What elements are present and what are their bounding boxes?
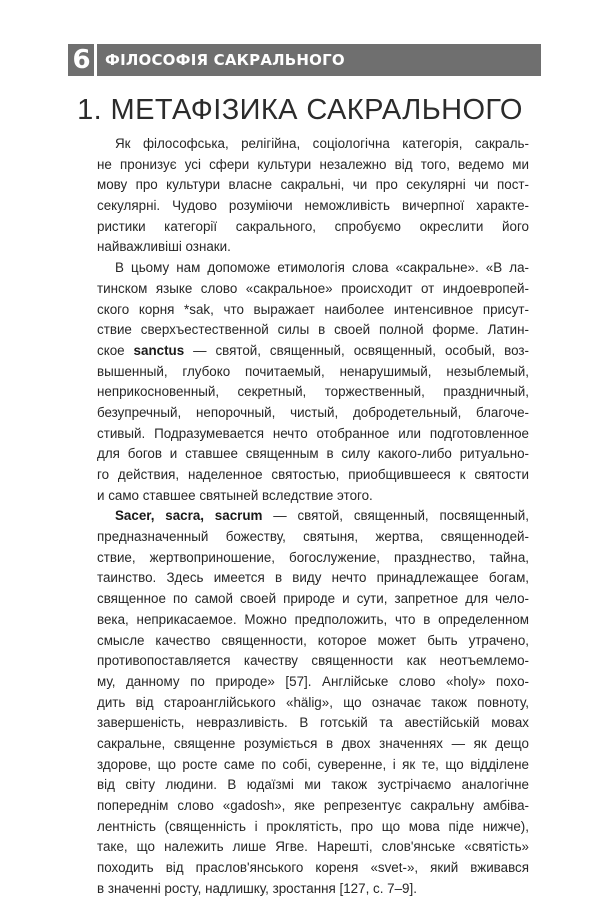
text-line: противопоставляется качеству священности как неотъемлемо- xyxy=(97,653,529,669)
text-line: вышенный, глубоко почитаемый, ненарушимый, незыблемый, xyxy=(97,363,529,379)
text-line: від світу людини. В юдаїзмі ми також зустрічаємо аналогічне xyxy=(97,777,529,793)
text-line: смысле качество священности, которое может быть утрачено, xyxy=(97,632,529,648)
text-line: мову про культури власне сакральні, чи про секулярні чи пост- xyxy=(97,177,529,193)
running-title: ФІЛОСОФІЯ САКРАЛЬНОГО xyxy=(97,44,541,76)
text-line: сакральне, священне розуміється в двох значеннях — як дещо xyxy=(97,735,529,751)
bold-term: Sacer, sacra, sacrum xyxy=(115,508,263,524)
text-line: ствие сверхъестественной силы в своей полной форме. Латин- xyxy=(97,322,529,338)
bold-term: sanctus xyxy=(133,342,185,358)
text-line: безупречный, непорочный, чистый, добродетельный, благоче- xyxy=(97,404,529,420)
text-line: стивый. Подразумевается нечто отобранное или подготовленное xyxy=(97,425,529,441)
text-line: ствие, жертвоприношение, богослужение, празднество, тайна, xyxy=(97,549,529,565)
text-line: го действия, наделенное святостью, приобщившееся к святости xyxy=(97,467,529,482)
text-line: века, неприкасаемое. Можно предположить, что в определенном xyxy=(97,611,529,627)
text-line: завершеність, невразливість. В готській та авестійській мовах xyxy=(97,715,529,731)
text-line: походить від праслов'янського кореня «svet-», який вживався xyxy=(97,860,529,876)
text-line: для богов и ставшее священным в силу какого-либо ритуально- xyxy=(97,446,529,462)
text-line: секулярні. Чудово розуміючи неможливість вичерпної характе- xyxy=(97,198,529,214)
text-line: Sacer, sacra, sacrum — святой, священный, посвященный, xyxy=(115,508,530,524)
body-text xyxy=(97,134,529,899)
text-line: неприкосновенный, секретный, торжественный, праздничный, xyxy=(97,384,529,400)
text-line: предназначенный божеству, святыня, жертва, священнодей- xyxy=(97,529,529,545)
text-line: Як філософська, релігійна, соціологічна категорія, сакраль- xyxy=(115,136,529,151)
text-line: найважливіші ознаки. xyxy=(97,239,231,255)
text-line: ское sanctus — святой, священный, освященный, особый, воз- xyxy=(97,342,529,358)
text-line: попереднім слово «gadosh», яке репрезентує сакральну амбіва- xyxy=(97,798,529,813)
text-line: лентність (священність і проклятість, про що мова піде нижче), xyxy=(97,818,529,834)
text-line: таинство. Здесь имеется в виду нечто принадлежащее богам, xyxy=(97,570,529,586)
text-line: таке, що належить лише Ягве. Нарешті, слов'янське «святість» xyxy=(97,839,529,855)
page-number: 6 xyxy=(68,44,94,76)
text-line: не пронизує усі сфери культури незалежно від того, ведемо ми xyxy=(97,156,529,172)
text-line: тинском языке слово «сакральное» происходит от индоевропей- xyxy=(97,280,529,296)
text-line: му, данному по природе» [57]. Англійське слово «holy» похо- xyxy=(97,673,529,689)
text-line: ского корня *sak, что выражает наиболее интенсивное присут- xyxy=(97,301,529,317)
running-header xyxy=(68,44,541,76)
text-line: В цьому нам допоможе етимологія слова «сакральне». «В ла- xyxy=(115,260,529,276)
text-line: ристики категорії сакрального, спробуємо окреслити його xyxy=(97,218,529,234)
text-line: дить від староанглійського «hälig», що означає також повноту, xyxy=(97,694,529,710)
text-line: в значенні росту, надлишку, зростання [127, с. 7–9]. xyxy=(97,880,417,896)
text-line: и само ставшее святыней вследствие этого. xyxy=(97,487,373,503)
chapter-title: 1. МЕТАФІЗИКА САКРАЛЬНОГО xyxy=(77,94,523,126)
text-line: здорове, що росте саме по собі, суверенне, і як те, що відділене xyxy=(97,756,529,772)
text-line: священное по самой своей природе и сути, запретное для чело- xyxy=(97,591,529,607)
